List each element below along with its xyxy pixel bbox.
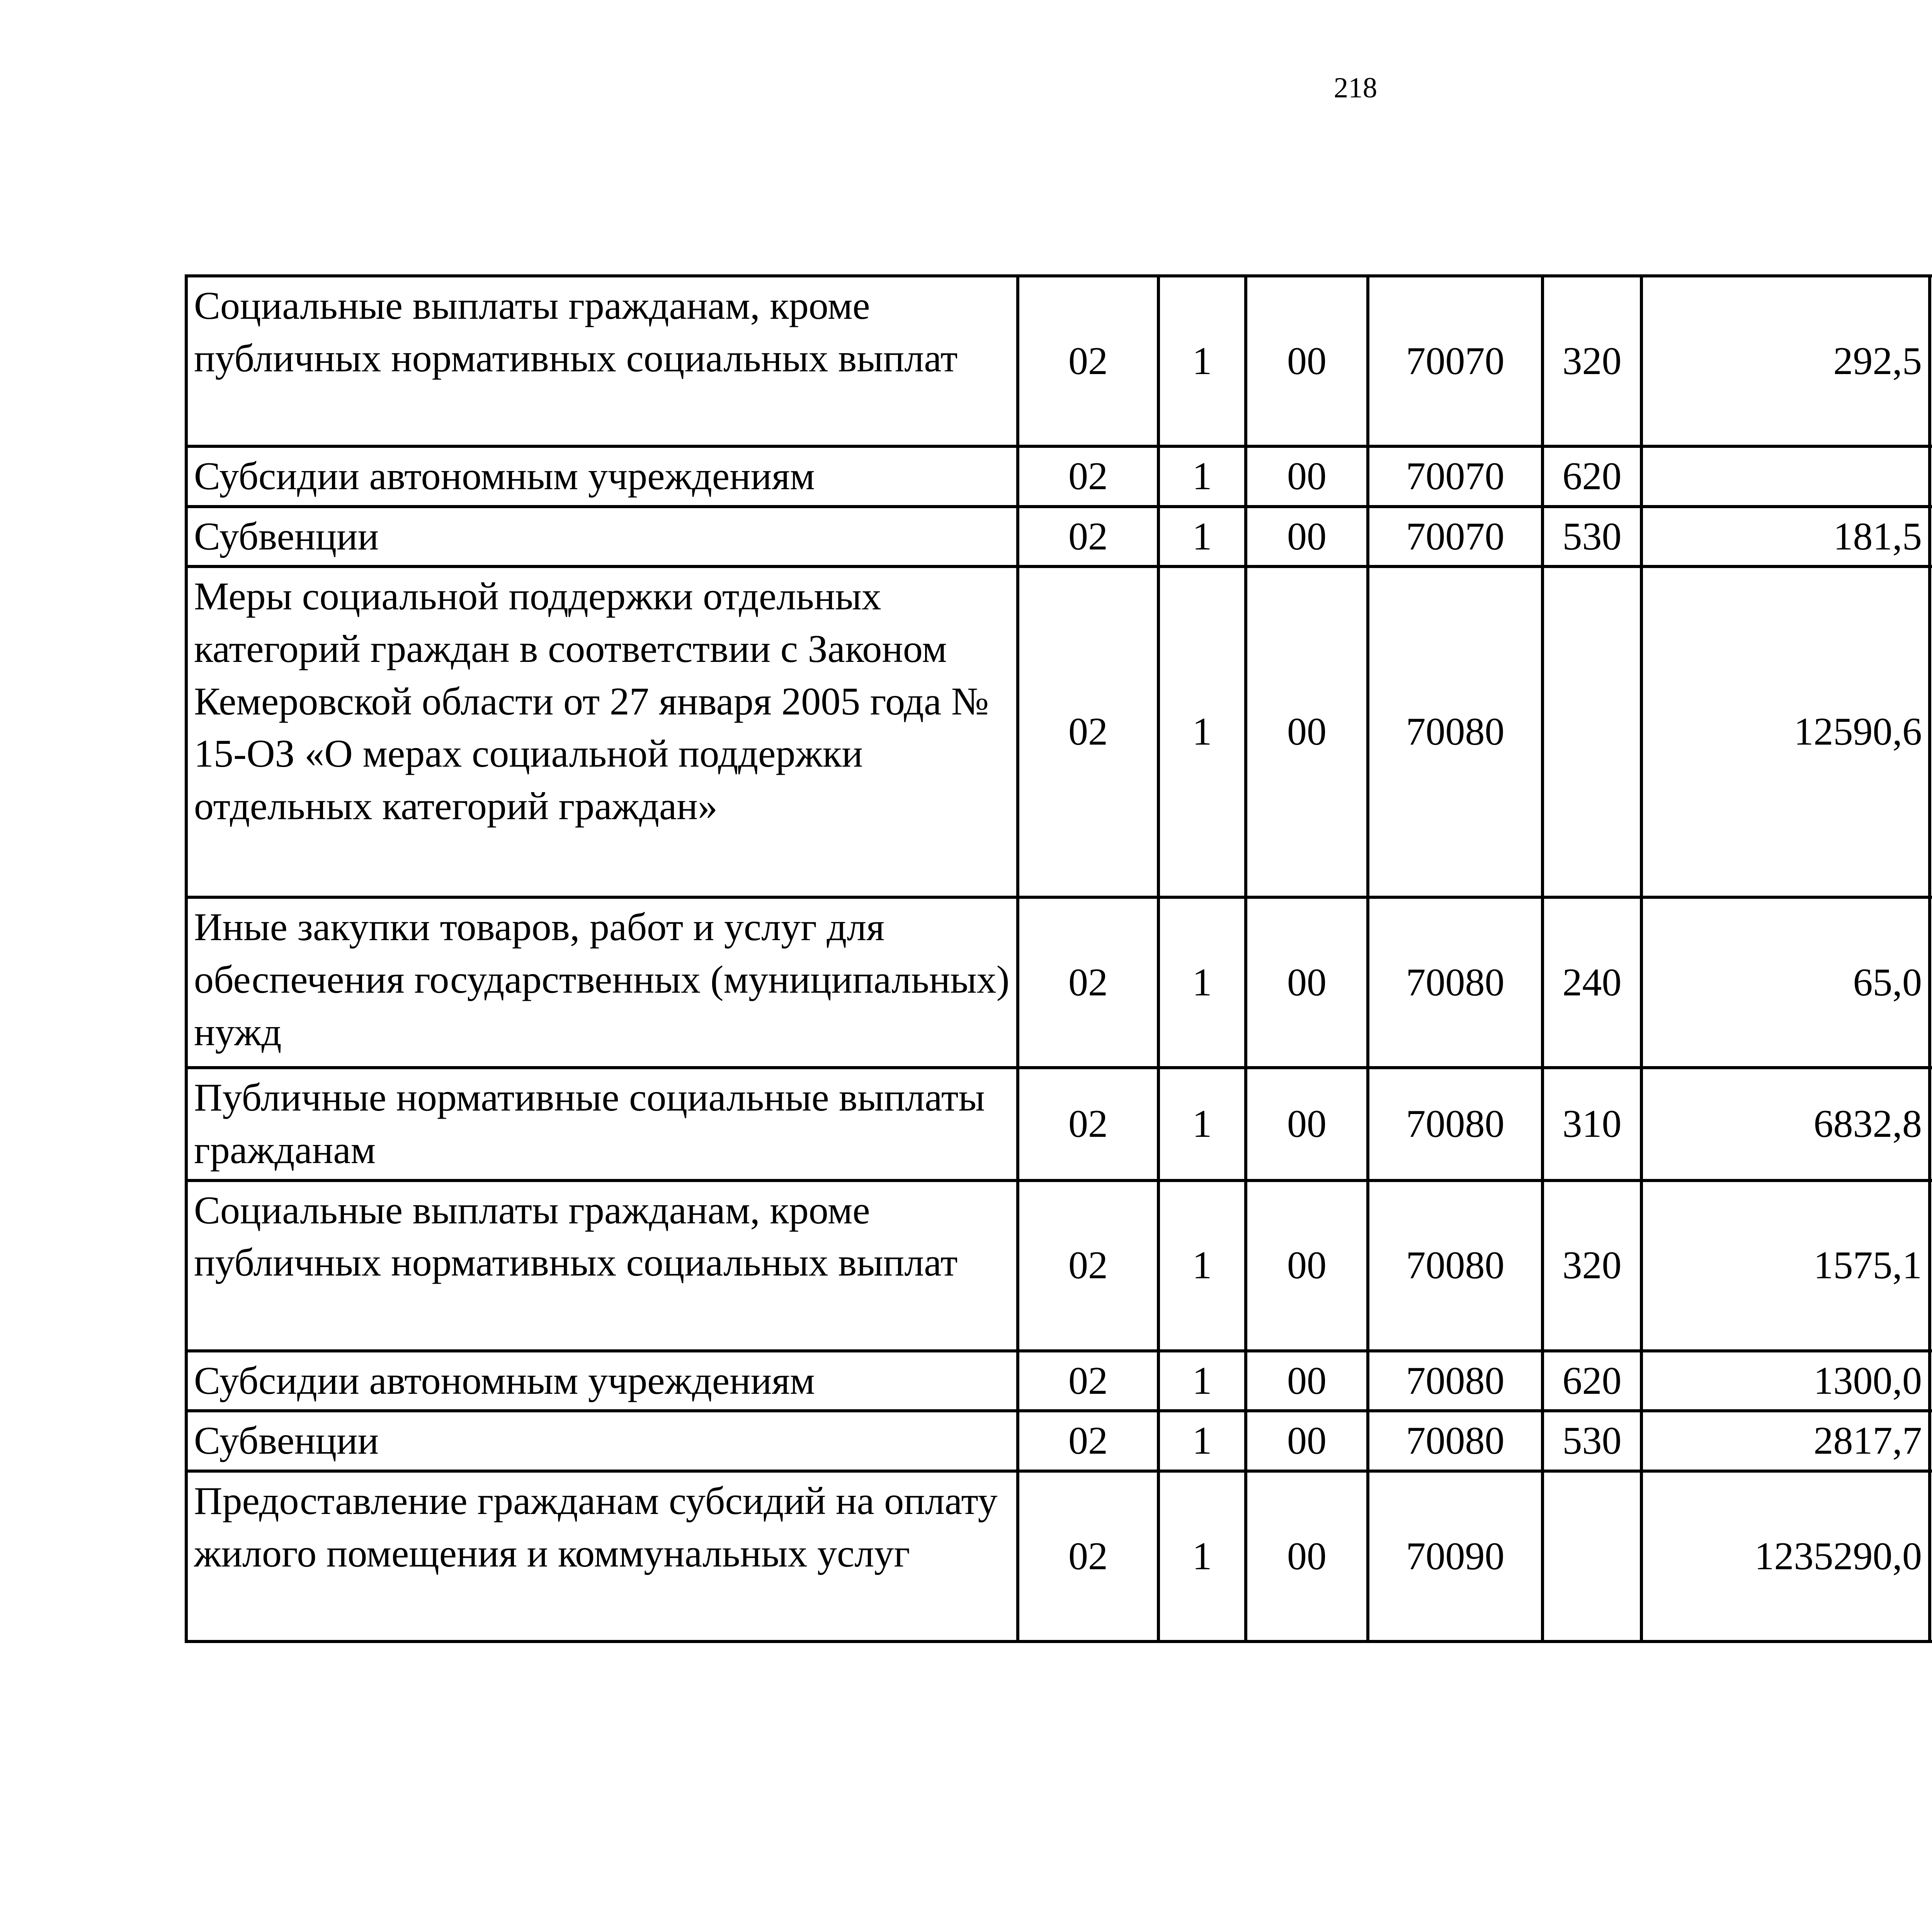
program-code: 1 xyxy=(1158,1411,1246,1471)
subprogram-code: 00 xyxy=(1246,276,1368,446)
subprogram-code: 00 xyxy=(1246,1411,1368,1471)
row-name: Социальные выплаты гражданам, кроме публичных нормативных социальных выплат xyxy=(186,276,1018,446)
table-row xyxy=(186,446,1932,507)
expense-type-code: 620 xyxy=(1543,446,1641,507)
amount-2 xyxy=(1930,276,1932,446)
amount-2 xyxy=(1930,507,1932,567)
program-code: 1 xyxy=(1158,1471,1246,1641)
table-row xyxy=(186,507,1932,567)
expense-type-code xyxy=(1543,566,1641,897)
amount-1: 2817,7 xyxy=(1641,1411,1930,1471)
expense-type-code xyxy=(1543,1471,1641,1641)
page-number: 218 xyxy=(1333,72,1378,104)
row-name: Социальные выплаты гражданам, кроме публичных нормативных социальных выплат xyxy=(186,1180,1018,1351)
amount-2 xyxy=(1930,1351,1932,1411)
expense-type-code: 320 xyxy=(1543,1180,1641,1351)
direction-code: 70080 xyxy=(1368,1180,1543,1351)
row-name: Субвенции xyxy=(186,507,1018,567)
direction-code: 70080 xyxy=(1368,566,1543,897)
amount-2 xyxy=(1930,566,1932,897)
expense-type-code: 320 xyxy=(1543,276,1641,446)
amount-2 xyxy=(1930,1411,1932,1471)
budget-table xyxy=(185,274,1932,1643)
amount-1: 6832,8 xyxy=(1641,1068,1930,1180)
table-row xyxy=(186,1351,1932,1411)
expense-type-code: 530 xyxy=(1543,507,1641,567)
direction-code: 70070 xyxy=(1368,446,1543,507)
amount-2 xyxy=(1930,897,1932,1068)
section-code: 02 xyxy=(1018,1068,1158,1180)
program-code: 1 xyxy=(1158,897,1246,1068)
program-code: 1 xyxy=(1158,446,1246,507)
amount-1 xyxy=(1641,446,1930,507)
subprogram-code: 00 xyxy=(1246,1471,1368,1641)
row-name: Субвенции xyxy=(186,1411,1018,1471)
amount-2 xyxy=(1930,446,1932,507)
direction-code: 70080 xyxy=(1368,897,1543,1068)
program-code: 1 xyxy=(1158,566,1246,897)
direction-code: 70070 xyxy=(1368,276,1543,446)
section-code: 02 xyxy=(1018,446,1158,507)
row-name: Публичные нормативные социальные выплаты гражданам xyxy=(186,1068,1018,1180)
section-code: 02 xyxy=(1018,897,1158,1068)
section-code: 02 xyxy=(1018,276,1158,446)
amount-1: 292,5 xyxy=(1641,276,1930,446)
table-row xyxy=(186,566,1932,897)
program-code: 1 xyxy=(1158,1180,1246,1351)
table-row xyxy=(186,276,1932,446)
program-code: 1 xyxy=(1158,1068,1246,1180)
direction-code: 70070 xyxy=(1368,507,1543,567)
section-code: 02 xyxy=(1018,566,1158,897)
row-name: Иные закупки товаров, работ и услуг для обеспечения государственных (муниципальных) нужд xyxy=(186,897,1018,1068)
amount-1: 12590,6 xyxy=(1641,566,1930,897)
expense-type-code: 310 xyxy=(1543,1068,1641,1180)
table-row xyxy=(186,1411,1932,1471)
program-code: 1 xyxy=(1158,507,1246,567)
amount-1: 1235290,0 xyxy=(1641,1471,1930,1641)
expense-type-code: 530 xyxy=(1543,1411,1641,1471)
table-row xyxy=(186,1068,1932,1180)
amount-1: 181,5 xyxy=(1641,507,1930,567)
direction-code: 70080 xyxy=(1368,1411,1543,1471)
amount-2 xyxy=(1930,1471,1932,1641)
amount-2 xyxy=(1930,1180,1932,1351)
amount-1: 65,0 xyxy=(1641,897,1930,1068)
amount-1: 1575,1 xyxy=(1641,1180,1930,1351)
subprogram-code: 00 xyxy=(1246,1351,1368,1411)
amount-2 xyxy=(1930,1068,1932,1180)
subprogram-code: 00 xyxy=(1246,446,1368,507)
row-name: Предоставление гражданам субсидий на оплату жилого помещения и коммунальных услуг xyxy=(186,1471,1018,1641)
subprogram-code: 00 xyxy=(1246,507,1368,567)
section-code: 02 xyxy=(1018,1180,1158,1351)
table-row xyxy=(186,897,1932,1068)
section-code: 02 xyxy=(1018,1411,1158,1471)
row-name: Меры социальной поддержки отдельных категорий граждан в соответствии с Законом Кемеровской области от 27 января 2005 года № 15-ОЗ «О мерах социальной поддержки отдельных категорий граждан» xyxy=(186,566,1018,897)
direction-code: 70080 xyxy=(1368,1068,1543,1180)
subprogram-code: 00 xyxy=(1246,1068,1368,1180)
section-code: 02 xyxy=(1018,1351,1158,1411)
table-row xyxy=(186,1180,1932,1351)
row-name: Субсидии автономным учреждениям xyxy=(186,1351,1018,1411)
program-code: 1 xyxy=(1158,1351,1246,1411)
amount-1: 1300,0 xyxy=(1641,1351,1930,1411)
direction-code: 70090 xyxy=(1368,1471,1543,1641)
section-code: 02 xyxy=(1018,507,1158,567)
expense-type-code: 620 xyxy=(1543,1351,1641,1411)
direction-code: 70080 xyxy=(1368,1351,1543,1411)
row-name: Субсидии автономным учреждениям xyxy=(186,446,1018,507)
program-code: 1 xyxy=(1158,276,1246,446)
table-row xyxy=(186,1471,1932,1641)
subprogram-code: 00 xyxy=(1246,897,1368,1068)
expense-type-code: 240 xyxy=(1543,897,1641,1068)
subprogram-code: 00 xyxy=(1246,566,1368,897)
subprogram-code: 00 xyxy=(1246,1180,1368,1351)
section-code: 02 xyxy=(1018,1471,1158,1641)
